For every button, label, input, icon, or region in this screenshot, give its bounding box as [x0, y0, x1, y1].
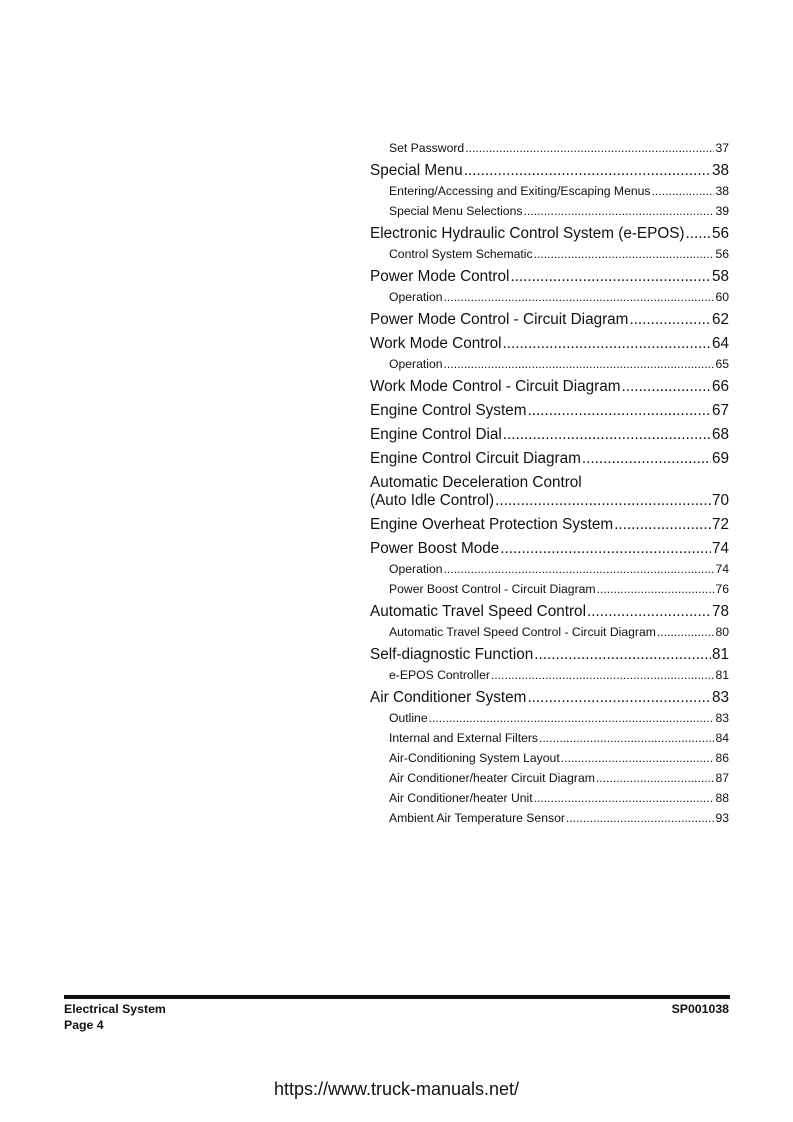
toc-entry[interactable]: [370, 378, 729, 396]
dot-leader: [587, 603, 711, 621]
toc-entry-title: Power Boost Control - Circuit Diagram: [389, 582, 596, 596]
toc-entry[interactable]: [370, 402, 729, 420]
toc-entry[interactable]: [370, 751, 729, 766]
toc-entry-page: 83: [711, 689, 729, 706]
toc-entry[interactable]: [370, 141, 729, 156]
dot-leader: [621, 378, 711, 396]
toc-entry-title: Engine Control Circuit Diagram: [370, 450, 581, 467]
dot-leader: [500, 540, 711, 558]
toc-entry-page: 83: [715, 711, 729, 725]
footer-page-number: Page 4: [64, 1018, 104, 1032]
toc-entry[interactable]: [370, 731, 729, 746]
toc-entry[interactable]: [370, 516, 729, 534]
toc-entry-title: Self-diagnostic Function: [370, 646, 534, 663]
toc-entry[interactable]: [370, 689, 729, 707]
dot-leader: [596, 771, 715, 786]
toc-entry-title: Automatic Travel Speed Control - Circuit Diagram: [389, 625, 656, 639]
footer-doc-code: SP001038: [671, 1002, 729, 1016]
toc-entry-title: Work Mode Control - Circuit Diagram: [370, 378, 621, 395]
toc-entry[interactable]: [370, 811, 729, 826]
toc-entry[interactable]: [370, 562, 729, 577]
dot-leader: [582, 450, 711, 468]
toc-entry-page: 69: [711, 450, 729, 467]
dot-leader: [561, 751, 715, 766]
toc-entry-title: Work Mode Control: [370, 335, 502, 352]
toc-entry-page: 64: [711, 335, 729, 352]
toc-entry-title: Special Menu: [370, 162, 463, 179]
dot-leader: [652, 184, 715, 199]
toc-entry-page: 39: [715, 204, 729, 218]
toc-entry-title: Control System Schematic: [389, 247, 533, 261]
toc-entry-title: Air-Conditioning System Layout: [389, 751, 560, 765]
toc-entry-page: 70: [711, 492, 729, 509]
dot-leader: [539, 731, 714, 746]
watermark-url[interactable]: https://www.truck-manuals.net/: [273, 1079, 520, 1099]
toc-entry-title: Operation: [389, 357, 443, 371]
toc-entry-title: Automatic Travel Speed Control: [370, 603, 586, 620]
toc-entry-page: 74: [711, 540, 729, 557]
toc-entry-page: 38: [711, 162, 729, 179]
dot-leader: [429, 711, 715, 726]
dot-leader: [491, 668, 715, 683]
toc-entry[interactable]: [370, 184, 729, 199]
toc-entry-title: Air Conditioner/heater Unit: [389, 791, 533, 805]
toc-entry[interactable]: [370, 268, 729, 286]
toc-entry-title: Ambient Air Temperature Sensor: [389, 811, 565, 825]
toc-entry-page: 56: [711, 225, 729, 242]
toc-entry-page: 72: [711, 516, 729, 533]
toc-entry-page: 56: [715, 247, 729, 261]
dot-leader: [523, 204, 714, 219]
dot-leader: [566, 811, 715, 826]
dot-leader: [503, 426, 711, 444]
dot-leader: [534, 791, 715, 806]
toc-entry-page: 60: [715, 290, 729, 304]
toc-entry-title: Engine Control Dial: [370, 426, 502, 443]
toc-entry[interactable]: [370, 711, 729, 726]
toc-entry[interactable]: [370, 204, 729, 219]
toc-entry[interactable]: [370, 474, 729, 510]
dot-leader: [657, 625, 715, 640]
toc-entry-title: Power Boost Mode: [370, 540, 500, 557]
dot-leader: [686, 225, 711, 243]
toc-entry-title: Set Password: [389, 141, 465, 155]
toc-entry-title: Outline: [389, 711, 428, 725]
dot-leader: [629, 311, 711, 329]
toc-entry[interactable]: [370, 290, 729, 305]
toc-entry[interactable]: [370, 311, 729, 329]
toc-entry[interactable]: [370, 357, 729, 372]
toc-entry-title: Engine Control System: [370, 402, 527, 419]
toc-entry[interactable]: [370, 646, 729, 664]
toc-entry-title: Air Conditioner System: [370, 689, 527, 706]
toc-entry-title: Electronic Hydraulic Control System (e-EPOS): [370, 225, 685, 242]
toc-entry[interactable]: [370, 603, 729, 621]
dot-leader: [597, 582, 715, 597]
dot-leader: [614, 516, 711, 534]
toc-entry-page: 87: [715, 771, 729, 785]
footer-rule: [64, 995, 730, 999]
toc-entry-title: Internal and External Filters: [389, 731, 539, 745]
toc-entry-page: 74: [715, 562, 729, 576]
toc-entry[interactable]: [370, 450, 729, 468]
dot-leader: [527, 689, 711, 707]
toc-entry-page: 93: [715, 811, 729, 825]
toc-entry-page: 81: [715, 668, 729, 682]
toc-entry-page: 81: [711, 646, 729, 663]
toc-entry[interactable]: [370, 540, 729, 558]
toc-entry-page: 65: [715, 357, 729, 371]
toc-entry[interactable]: [370, 668, 729, 683]
toc-entry-page: 37: [715, 141, 729, 155]
toc-entry-title: e-EPOS Controller: [389, 668, 490, 682]
dot-leader: [464, 162, 711, 180]
toc-entry[interactable]: [370, 426, 729, 444]
toc-entry-page: 78: [711, 603, 729, 620]
toc-entry-page: 84: [715, 731, 729, 745]
dot-leader: [444, 562, 715, 577]
toc-entry[interactable]: [370, 582, 729, 597]
toc-entry-page: 88: [715, 791, 729, 805]
toc-entry[interactable]: [370, 335, 729, 353]
toc-entry-title: Special Menu Selections: [389, 204, 523, 218]
table-of-contents: [370, 138, 729, 831]
toc-entry-title: Operation: [389, 562, 443, 576]
toc-entry[interactable]: [370, 625, 729, 640]
toc-entry[interactable]: [370, 771, 729, 786]
dot-leader: [534, 247, 715, 262]
footer-section-title: Electrical System: [64, 1002, 166, 1016]
toc-entry-title: Power Mode Control - Circuit Diagram: [370, 311, 629, 328]
dot-leader: [444, 357, 715, 372]
toc-entry-title: Entering/Accessing and Exiting/Escaping Menus: [389, 184, 651, 198]
toc-entry-page: 67: [711, 402, 729, 419]
toc-entry-title: (Auto Idle Control): [370, 492, 495, 509]
toc-entry-title: Engine Overheat Protection System: [370, 516, 614, 533]
dot-leader: [444, 290, 715, 305]
toc-entry-page: 86: [715, 751, 729, 765]
dot-leader: [503, 335, 711, 353]
toc-entry-page: 58: [711, 268, 729, 285]
toc-entry-page: 68: [711, 426, 729, 443]
toc-entry[interactable]: [370, 791, 729, 806]
toc-entry-title: Power Mode Control: [370, 268, 510, 285]
toc-entry[interactable]: [370, 247, 729, 262]
toc-entry-title: Air Conditioner/heater Circuit Diagram: [389, 771, 595, 785]
toc-entry-title: Operation: [389, 290, 443, 304]
toc-entry[interactable]: [370, 162, 729, 180]
toc-entry-page: 66: [711, 378, 729, 395]
dot-leader: [510, 268, 711, 286]
toc-entry-title-line1: Automatic Deceleration Control: [370, 474, 582, 491]
dot-leader: [495, 492, 711, 510]
toc-entry[interactable]: [370, 225, 729, 243]
toc-entry-page: 38: [715, 184, 729, 198]
dot-leader: [534, 646, 711, 664]
dot-leader: [527, 402, 711, 420]
toc-entry-page: 76: [715, 582, 729, 596]
dot-leader: [465, 141, 714, 156]
toc-entry-page: 62: [711, 311, 729, 328]
toc-entry-page: 80: [715, 625, 729, 639]
